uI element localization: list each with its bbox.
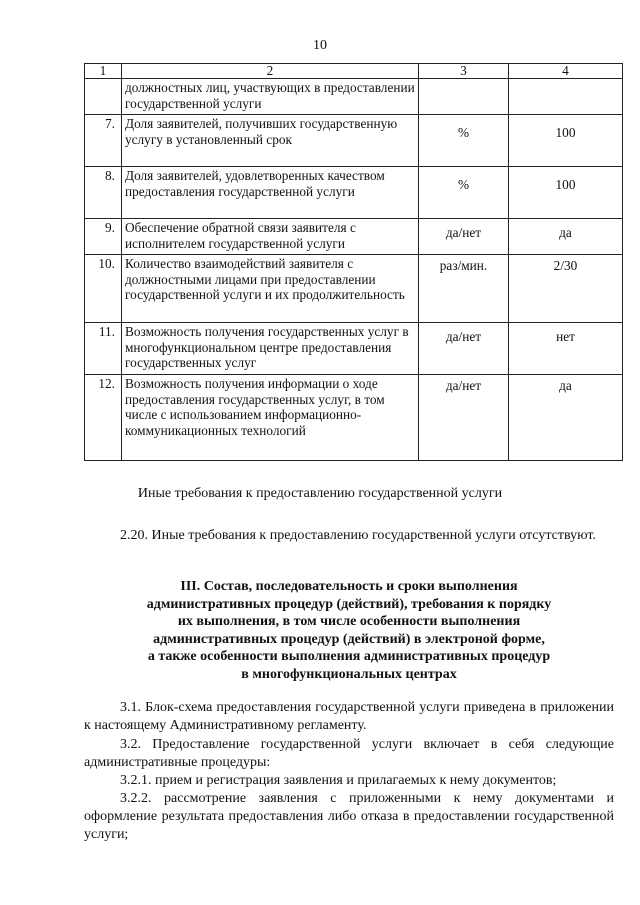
table-row [85,255,623,323]
paragraph-2-20: 2.20. Иные требования к предоставлению государственной услуги отсутствуют. [120,528,596,543]
section-title-line: III. Состав, последовательность и сроки выполнения [180,579,518,594]
value-cell [509,79,623,115]
paragraph-3-2-2: 3.2.2. рассмотрение заявления с приложенными к нему документами и оформление результата предоставления либо отказа в предоставлении государственной услуги; [84,791,614,842]
section-title-line: их выполнения, в том числе особенности выполнения [177,614,521,629]
value-cell: да [509,375,623,461]
unit-cell: да/нет [419,323,509,375]
indicator-cell: Доля заявителей, удовлетворенных качеством предоставления государственной услуги [122,167,419,219]
header-col-4: 4 [509,64,623,79]
unit-cell: да/нет [419,219,509,255]
section-title-line: административных процедур (действий), требования к порядку [146,596,552,612]
value-cell: нет [509,323,623,375]
row-number-cell: 7. [85,115,122,167]
table-header-row [85,64,623,79]
section-title-line: а также особенности выполнения административных процедур [147,649,551,664]
unit-cell [419,79,509,115]
value-cell: да [509,219,623,255]
indicator-cell: Возможность получения информации о ходе предоставления государственных услуг, в том числе с использованием информационно-коммуникационных технологий [122,375,419,461]
unit-cell: раз/мин. [419,255,509,323]
row-number-cell [85,79,122,115]
unit-cell: % [419,167,509,219]
header-col-1: 1 [85,64,122,79]
header-col-2: 2 [122,64,419,79]
row-number-cell: 9. [85,219,122,255]
unit-cell: % [419,115,509,167]
indicator-cell: должностных лиц, участвующих в предоставлении государственной услуги [122,79,419,115]
row-number-cell: 12. [85,375,122,461]
unit-cell: да/нет [419,375,509,461]
indicator-cell: Доля заявителей, получивших государственную услугу в установленный срок [122,115,419,167]
paragraph-3-2: 3.2. Предоставление государственной услуги включает в себя следующие административные процедуры: [84,737,614,770]
value-cell: 2/30 [509,255,623,323]
indicator-cell: Обеспечение обратной связи заявителя с исполнителем государственной услуги [122,219,419,255]
row-number-cell: 8. [85,167,122,219]
row-number-cell: 10. [85,255,122,323]
value-cell: 100 [509,167,623,219]
indicator-cell: Возможность получения государственных услуг в многофункциональном центре предоставления государственных услуг [122,323,419,375]
table-row [85,375,623,461]
value-cell: 100 [509,115,623,167]
paragraph-3-2-1: 3.2.1. прием и регистрация заявления и прилагаемых к нему документов; [120,773,557,788]
table-row [85,115,623,167]
table-row [85,219,623,255]
section-title-line: в многофункциональных центрах [241,666,457,682]
section-title [84,578,614,683]
paragraph-3-1: 3.1. Блок-схема предоставления государственной услуги приведена в приложении к настоящему Административному регламенту. [84,700,614,733]
subsection-heading: Иные требования к предоставлению государственной услуги [137,486,503,501]
table-row [85,323,623,375]
header-col-3: 3 [419,64,509,79]
row-number-cell: 11. [85,323,122,375]
indicators-table [84,63,623,461]
table-row-continuation [85,79,623,115]
page-number: 10 [313,38,327,53]
table-row [85,167,623,219]
indicator-cell: Количество взаимодействий заявителя с должностными лицами при предоставлении государственной услуги и их продолжительность [122,255,419,323]
section-title-line: административных процедур (действий) в электроной форме, [153,631,545,647]
